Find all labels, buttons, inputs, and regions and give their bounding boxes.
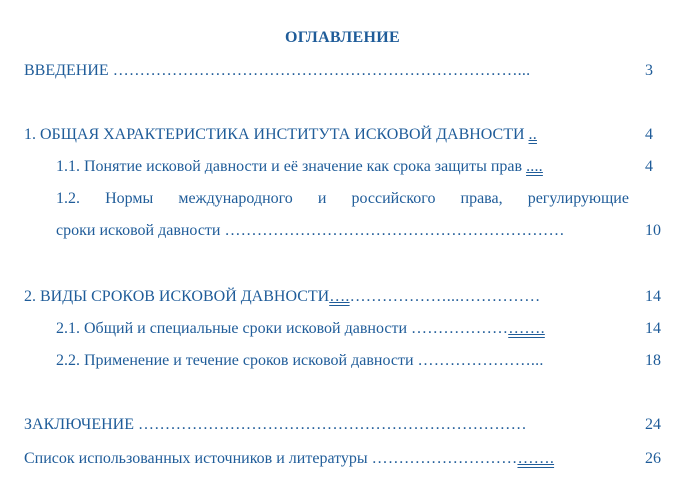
toc-entry-intro[interactable] [0,60,685,82]
toc-word: международного [178,190,293,207]
toc-leader-dots: …………………... [417,352,544,369]
toc-leader-dots: ………………...…………… [349,288,541,305]
toc-entry-title: 2.2. Применение и течение сроков исковой давности [56,352,414,369]
toc-page-number: 14 [645,288,661,305]
toc-leader-dots-underlined: ……. [508,320,545,337]
toc-entry-title: 2. ВИДЫ СРОКОВ ИСКОВОЙ ДАВНОСТИ [24,288,330,305]
toc-word: Нормы [105,190,154,207]
toc-entry-section-1-2-line-2[interactable] [0,220,685,242]
toc-leader-dots: ……………………………………………………… [224,222,565,239]
toc-entry-section-2-1[interactable] [0,318,685,340]
toc-entry-title-line-1 [56,188,629,210]
toc-page-number: 4 [645,126,653,143]
toc-leader-dots-underlined: ……. [517,450,555,467]
toc-page-number: 14 [645,320,661,337]
toc-word: российского [351,190,436,207]
toc-leader-dots: ……………… [411,320,509,337]
toc-leader-dots: ……………………………………………………………… [137,416,527,433]
toc-word: права, [460,190,503,207]
toc-entry-sources[interactable] [0,448,685,470]
toc-word: 1.2. [56,190,80,207]
toc-leader-dots-underlined: …. [329,288,350,305]
toc-page-number: 24 [645,416,661,433]
toc-leader-dots: …………………………………………………………………... [112,62,531,79]
toc-leader-dots: .. [528,126,537,143]
toc-entry-section-1-2[interactable] [0,188,685,210]
toc-entry-title: ЗАКЛЮЧЕНИЕ [24,416,134,433]
toc-entry-title: 1. ОБЩАЯ ХАРАКТЕРИСТИКА ИНСТИТУТА ИСКОВОЙ ДАВНОСТИ [24,126,525,143]
toc-page-number: 26 [645,450,661,467]
toc-entry-title: 2.1. Общий и специальные сроки исковой давности [56,320,408,337]
toc-entry-conclusion[interactable] [0,414,685,436]
toc-page-number: 4 [645,158,653,175]
toc-page-number: 10 [645,222,661,239]
toc-page-number: 3 [645,62,653,79]
toc-entry-chapter-2[interactable] [0,286,685,308]
toc-entry-chapter-1[interactable] [0,124,685,146]
toc-entry-section-2-2[interactable] [0,350,685,372]
toc-entry-title-line-2: сроки исковой давности [56,222,221,239]
toc-entry-title: ВВЕДЕНИЕ [24,62,109,79]
toc-entry-section-1-1[interactable] [0,156,685,178]
toc-word: и [317,190,327,207]
toc-word: регулирующие [527,190,629,207]
toc-leader-dots: .... [526,158,543,175]
toc-entry-title: 1.1. Понятие исковой давности и её значение как срока защиты прав [56,158,523,175]
toc-leader-dots: ……………………… [371,450,518,467]
page-title: ОГЛАВЛЕНИЕ [285,29,400,46]
toc-entry-title: Список использованных источников и литературы [24,450,368,467]
toc-page-number: 18 [645,352,661,369]
